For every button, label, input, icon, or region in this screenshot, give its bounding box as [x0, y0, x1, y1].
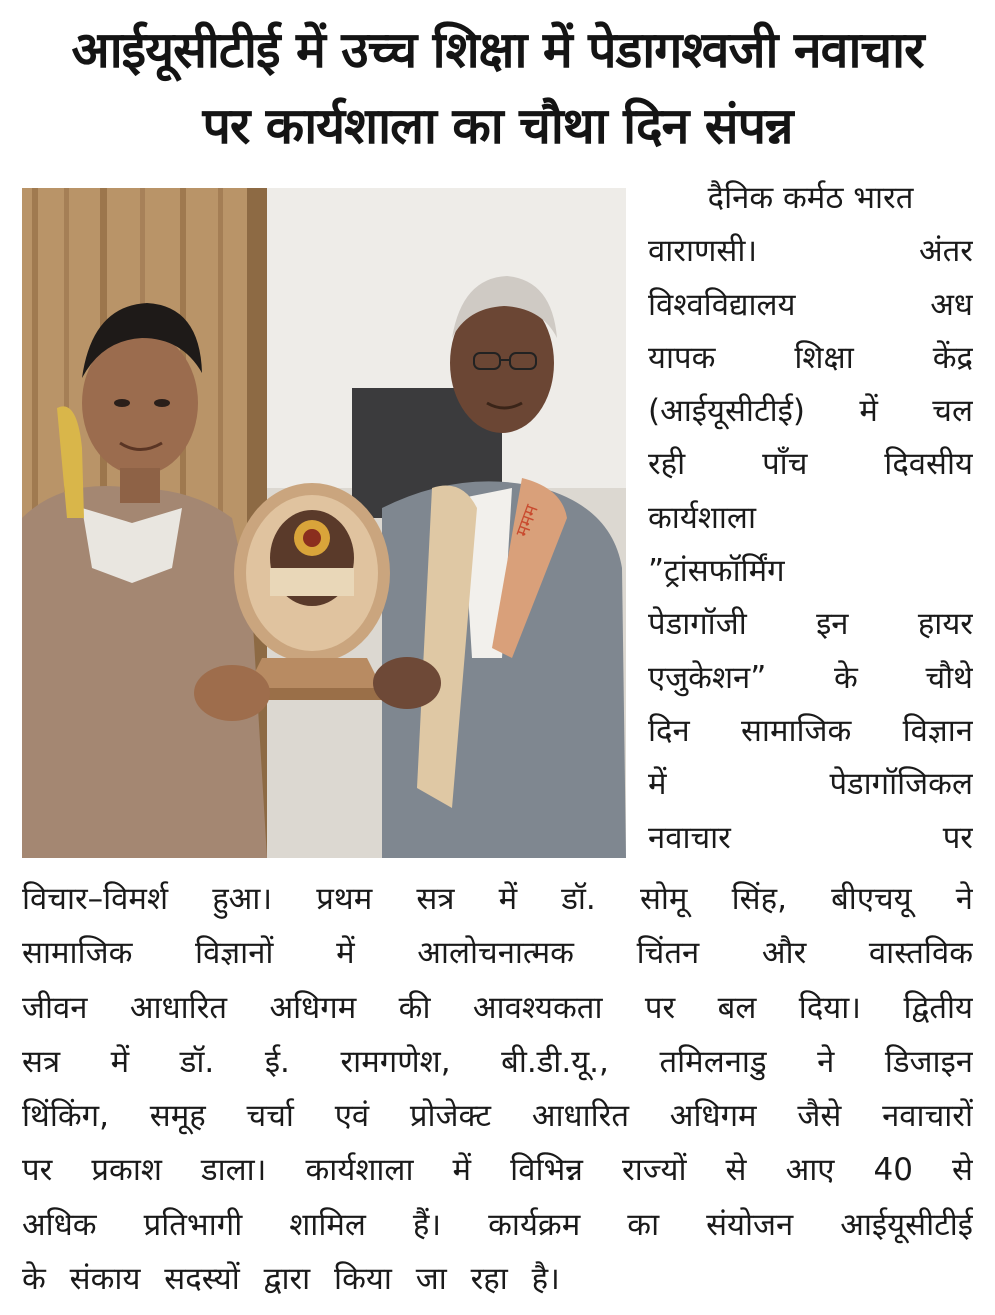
side-line: विश्वविद्यालय अध — [648, 286, 973, 323]
side-line: रही पाँच दिवसीय — [648, 446, 973, 483]
side-line: वाराणसी। अंतर — [648, 233, 973, 270]
side-line: कार्यशाला — [648, 499, 756, 536]
headline-line-1: आईयूसीटीई में उच्च शिक्षा में पेडागश्वजी नवाचार — [71, 21, 924, 79]
side-line: नवाचार पर — [648, 819, 973, 856]
side-line: पेडागॉजी इन हायर — [648, 606, 973, 643]
news-photo — [22, 188, 626, 858]
body-line: के संकाय सदस्यों द्वारा किया जा रहा है। — [22, 1261, 560, 1298]
side-line: में पेडागॉजिकल — [648, 766, 973, 803]
body-line: अधिक प्रतिभागी शामिल हैं। कार्यक्रम का संयोजन आईयूसीटीई — [22, 1206, 973, 1243]
article-side-column — [648, 172, 973, 865]
headline-line-2: पर कार्यशाला का चौथा दिन संपन्न — [202, 97, 793, 155]
side-line: ”ट्रांसफॉर्मिंग — [648, 553, 785, 590]
body-line: विचार–विमर्श हुआ। प्रथम सत्र में डॉ. सोमू सिंह, बीएचयू ने — [22, 881, 973, 917]
body-line: थिंकिंग, समूह चर्चा एवं प्रोजेक्ट आधारित अधिगम जैसे नवाचारों — [22, 1098, 973, 1135]
byline: दैनिक कर्मठ भारत — [707, 180, 914, 216]
side-line: दिन सामाजिक विज्ञान — [648, 712, 973, 749]
body-line: जीवन आधारित अधिगम की आवश्यकता पर बल दिया। द्वितीय — [22, 989, 973, 1026]
shawl-lettering: ममम — [511, 502, 543, 540]
photo-illustration — [22, 188, 626, 858]
side-line: एजुकेशन” के चौथे — [648, 659, 973, 696]
body-line: सामाजिक विज्ञानों में आलोचनात्मक चिंतन और वास्तविक — [22, 935, 973, 972]
article-headline — [10, 12, 985, 164]
article-body — [22, 872, 973, 1306]
body-line: सत्र में डॉ. ई. रामगणेश, बी.डी.यू., तमिलनाडु ने डिजाइन — [22, 1043, 973, 1080]
side-line: (आईयूसीटीई) में चल — [648, 393, 973, 430]
body-line: पर प्रकाश डाला। कार्यशाला में विभिन्न राज्यों से आए 40 से — [22, 1152, 973, 1189]
side-line: यापक शिक्षा केंद्र — [648, 339, 973, 376]
